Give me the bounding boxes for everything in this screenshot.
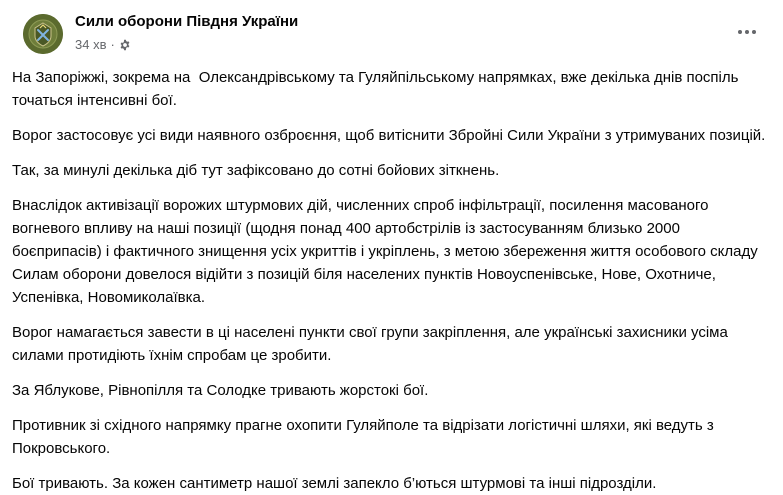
avatar[interactable] — [23, 14, 63, 54]
post-timestamp[interactable]: 34 хв — [75, 37, 107, 52]
post-paragraph: На Запоріжжі, зокрема на Олександрівському та Гуляйпільському напрямках, вже декілька днів поспіль точаться інтенсивні бої. — [12, 69, 743, 109]
post-paragraph: Внаслідок активізації ворожих штурмових дій, численних спроб інфільтрації, посилення масованого вогневого впливу на наші позиції (щодня понад 400 артобстрілів із застосуванням близько 2000 боєприпасів) і фактичного знищення усіх укриттів і укріплень, з метою збереження життя особового складу Силам оборони довелося відійти з позицій біля населених пунктів Новоуспенівське, Нове, Охотниче, Успенівка, Новомиколаївка. — [12, 197, 762, 306]
post-paragraph: Ворог застосовує усі види наявного озброєння, щоб витіснити Збройні Сили України з утримуваних позицій. — [12, 127, 766, 144]
post-paragraph: Ворог намагається завести в ці населені пункти свої групи закріплення, але українські захисники усіма силами протидіють їхнім спробам це зробити. — [12, 324, 733, 364]
meta-separator: · — [110, 37, 115, 52]
post-body — [12, 66, 767, 495]
post-paragraph: Так, за минулі декілька діб тут зафіксовано до сотні бойових зіткнень. — [12, 162, 500, 179]
more-options-button[interactable] — [733, 18, 761, 46]
post-paragraph: Противник зі східного напрямку прагне охопити Гуляйполе та відрізати логістичні шляхи, які ведуть з Покровського. — [12, 417, 718, 457]
post-header — [12, 0, 771, 58]
gear-icon — [119, 39, 131, 51]
page-name[interactable]: Сили оборони Півдня України — [75, 13, 299, 30]
post-paragraph: Бої тривають. За кожен сантиметр нашої землі запекло б’ються штурмові та інші підрозділи. — [12, 475, 657, 492]
post-meta — [75, 37, 131, 52]
audience-button[interactable] — [119, 39, 131, 51]
more-dots-icon — [737, 29, 757, 35]
post-paragraph: За Яблукове, Рівнопілля та Солодке тривають жорстокі бої. — [12, 382, 429, 399]
military-emblem-icon — [23, 14, 63, 54]
